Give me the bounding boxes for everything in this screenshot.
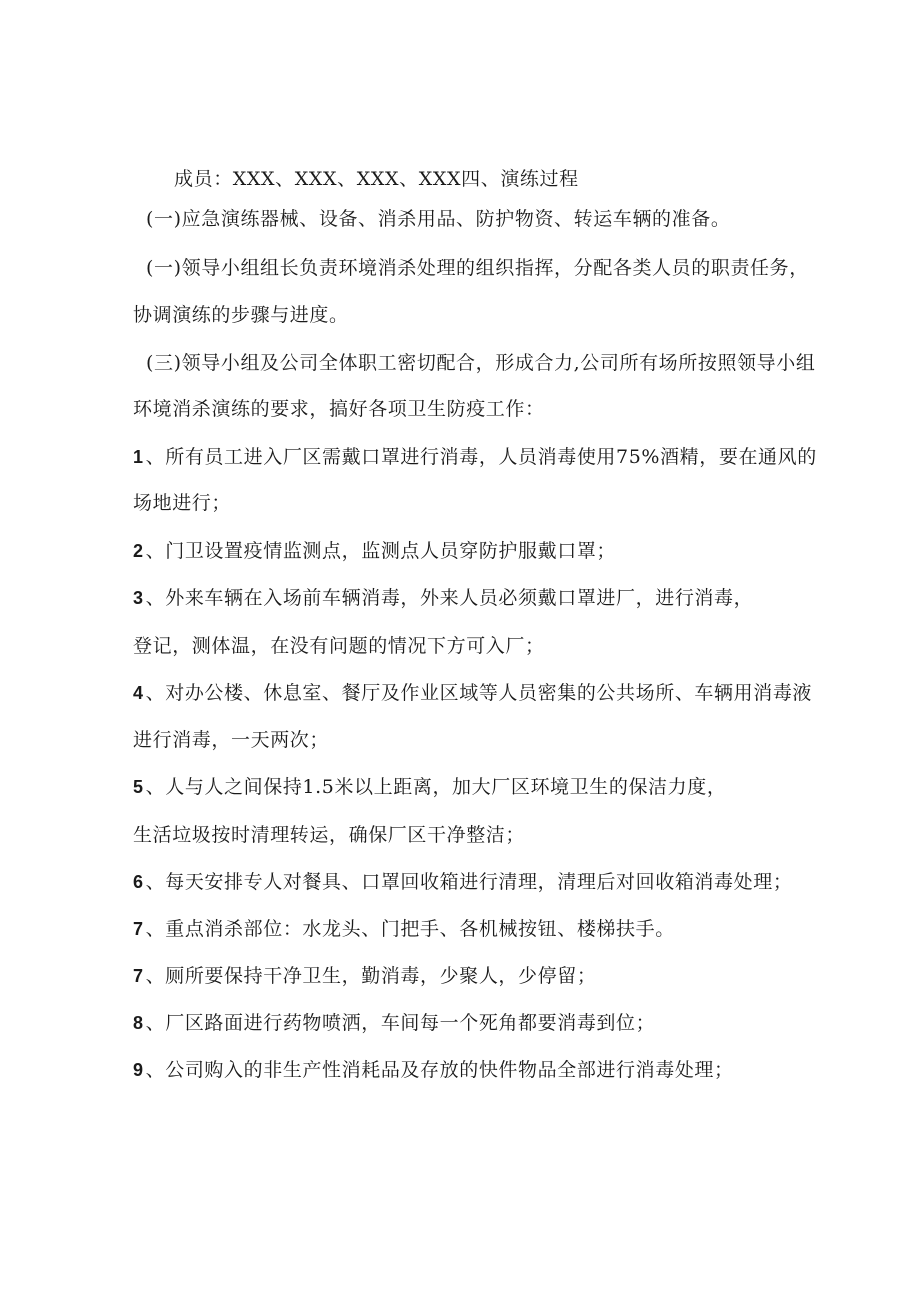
section-3-continuation: 环境消杀演练的要求，搞好各项卫生防疫工作： xyxy=(133,398,545,420)
item-number: 7 xyxy=(133,966,144,986)
list-item-6 xyxy=(133,870,792,894)
section-label: (一) xyxy=(146,208,182,230)
list-item-3-continuation: 登记，测体温，在没有问题的情况下方可入厂； xyxy=(133,635,545,657)
section-text: 应急演练器械、设备、消杀用品、防护物资、转运车辆的准备。 xyxy=(181,208,731,230)
item-number: 8 xyxy=(133,1013,144,1033)
list-item-5-continuation: 生活垃圾按时清理转运，确保厂区干净整洁； xyxy=(133,824,526,846)
list-item-8 xyxy=(133,1011,655,1035)
section-label: (三) xyxy=(146,352,182,374)
item-text: 、厂区路面进行药物喷洒，车间每一个死角都要消毒到位； xyxy=(145,1012,656,1034)
item-text: 、每天安排专人对餐具、口罩回收箱进行清理，清理后对回收箱消毒处理； xyxy=(145,871,793,893)
item-text: 、对办公楼、休息室、餐厅及作业区域等人员密集的公共场所、车辆用消毒液 xyxy=(145,682,813,704)
list-item-7b xyxy=(133,964,596,988)
list-item-2 xyxy=(133,539,616,563)
list-item-9 xyxy=(133,1058,734,1082)
list-item-1 xyxy=(133,445,817,469)
item-number: 5 xyxy=(133,777,144,797)
item-text: 、门卫设置疫情监测点，监测点人员穿防护服戴口罩； xyxy=(145,540,617,562)
list-item-4 xyxy=(133,681,812,705)
list-item-4-continuation: 进行消毒，一天两次； xyxy=(133,729,330,751)
list-item-5 xyxy=(133,775,726,799)
section-text: 领导小组组长负责环境消杀处理的组织指挥，分配各类人员的职责任务， xyxy=(181,257,809,279)
section-2 xyxy=(146,256,809,280)
item-text: 、厕所要保持干净卫生，勤消毒，少聚人，少停留； xyxy=(145,965,597,987)
section-label: (一) xyxy=(146,257,182,279)
section-2-continuation: 协调演练的步骤与进度。 xyxy=(133,304,349,326)
list-item-3 xyxy=(133,586,753,610)
section-1 xyxy=(146,207,730,231)
list-item-7 xyxy=(133,917,675,941)
members-line: 成员：XXX、XXX、XXX、XXX四、演练过程 xyxy=(174,168,579,190)
item-number: 3 xyxy=(133,588,144,608)
section-3 xyxy=(146,351,815,375)
item-number: 2 xyxy=(133,541,144,561)
item-number: 4 xyxy=(133,683,144,703)
item-number: 1 xyxy=(133,447,144,467)
item-text: 、人与人之间保持1.5米以上距离，加大厂区环境卫生的保洁力度， xyxy=(145,776,727,798)
item-number: 9 xyxy=(133,1060,144,1080)
item-text: 、公司购入的非生产性消耗品及存放的快件物品全部进行消毒处理； xyxy=(145,1059,734,1081)
item-number: 6 xyxy=(133,872,144,892)
item-text: 、外来车辆在入场前车辆消毒，外来人员必须戴口罩进厂，进行消毒， xyxy=(145,587,754,609)
list-item-1-continuation: 场地进行； xyxy=(133,492,232,514)
section-text: 领导小组及公司全体职工密切配合，形成合力,公司所有场所按照领导小组 xyxy=(181,352,816,374)
item-text: 、重点消杀部位：水龙头、门把手、各机械按钮、楼梯扶手。 xyxy=(145,918,675,940)
item-text: 、所有员工进入厂区需戴口罩进行消毒，人员消毒使用75%酒精，要在通风的 xyxy=(145,446,817,468)
item-number: 7 xyxy=(133,919,144,939)
